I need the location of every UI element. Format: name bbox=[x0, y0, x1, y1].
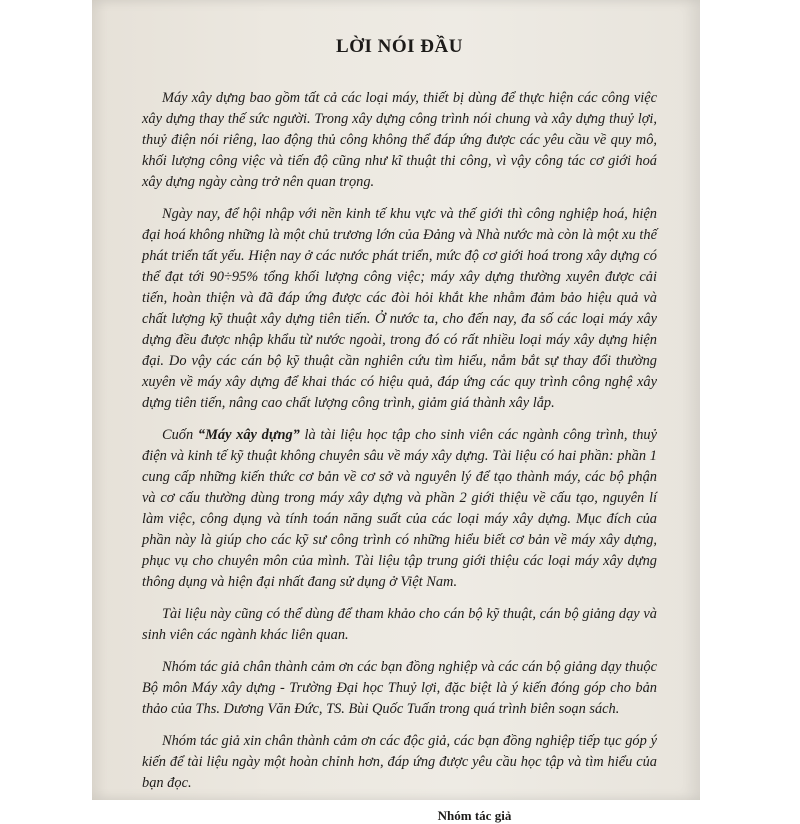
paragraph-3 bbox=[142, 425, 657, 593]
paragraph-2: Ngày nay, để hội nhập với nền kinh tế khu vực và thế giới thì công nghiệp hoá, hiện đại hoá không những là một chủ trương lớn của Đảng và Nhà nước mà còn là một xu thế phát triển tất yếu. Hiện nay ở các nước phát triển, mức độ cơ giới hoá trong xây dựng có thể đạt tới 90÷95% tổng khối lượng công việc; máy xây dựng thường xuyên được cải tiến, hoàn thiện và đã đáp ứng được các đòi hỏi khắt khe nhằm đảm bảo hiệu quả và chất lượng kỹ thuật xây dựng tiên tiến. Ở nước ta, cho đến nay, đa số các loại máy xây dựng đều được nhập khẩu từ nước ngoài, trong đó có rất nhiều loại máy xây dựng hiện đại. Do vậy các cán bộ kỹ thuật cần nghiên cứu tìm hiểu, nắm bắt sự thay đổi thường xuyên về máy xây dựng để khai thác có hiệu quả, đáp ứng các quy trình công nghệ xây dựng tiên tiến, nâng cao chất lượng công trình, giảm giá thành xây lắp. bbox=[142, 206, 657, 411]
book-page bbox=[92, 0, 700, 823]
page-content bbox=[142, 36, 657, 824]
paragraph-5: Nhóm tác giả chân thành cảm ơn các bạn đồng nghiệp và các cán bộ giảng dạy thuộc Bộ môn Máy xây dựng - Trường Đại học Thuỷ lợi, đặc biệt là ý kiến đóng góp cho bản thảo của Ths. Dương Văn Đức, TS. Bùi Quốc Tuấn trong quá trình biên soạn sách. bbox=[142, 659, 657, 717]
book-title: “Máy xây dựng” bbox=[197, 427, 300, 443]
signature: Nhóm tác giả bbox=[437, 808, 512, 823]
paragraph-3-prefix: Cuốn bbox=[162, 427, 198, 443]
paragraph-3-body: là tài liệu học tập cho sinh viên các ngành công trình, thuỷ điện và kinh tế kỹ thuật không chuyên sâu về máy xây dựng. Tài liệu có hai phần: phần 1 cung cấp những kiến thức cơ bản về cơ sở và nguyên lý để tạo thành máy, các bộ phận và cơ cấu thường dùng trong máy xây dựng và phần 2 giới thiệu về cấu tạo, nguyên lí làm việc, công dụng và tính toán năng suất của các loại máy xây dựng. Mục đích của phần này là giúp cho các kỹ sư công trình có những hiểu biết cơ bản về máy xây dựng, phục vụ cho chuyên môn của mình. Tài liệu tập trung giới thiệu các loại máy xây dựng thông dụng và hiện đại nhất đang sử dụng ở Việt Nam. bbox=[142, 427, 657, 590]
page-title: LỜI NÓI ĐẦU bbox=[336, 36, 463, 57]
paragraph-4: Tài liệu này cũng có thể dùng để tham khảo cho cán bộ kỹ thuật, cán bộ giảng dạy và sinh viên các ngành khác liên quan. bbox=[142, 606, 657, 643]
paragraph-6: Nhóm tác giả xin chân thành cảm ơn các độc giả, các bạn đồng nghiệp tiếp tục góp ý kiến để tài liệu ngày một hoàn chỉnh hơn, đáp ứng được yêu cầu học tập và tìm hiểu của bạn đọc. bbox=[142, 733, 657, 791]
paragraph-1: Máy xây dựng bao gồm tất cả các loại máy, thiết bị dùng để thực hiện các công việc xây dựng thay thế sức người. Trong xây dựng công trình nói chung và xây dựng thuỷ lợi, thuỷ điện nói riêng, lao động thủ công không thể đáp ứng được các yêu cầu về quy mô, khối lượng công việc và tiến độ cũng như kĩ thuật thi công, vì vậy công tác cơ giới hoá xây dựng ngày càng trở nên quan trọng. bbox=[142, 90, 657, 190]
